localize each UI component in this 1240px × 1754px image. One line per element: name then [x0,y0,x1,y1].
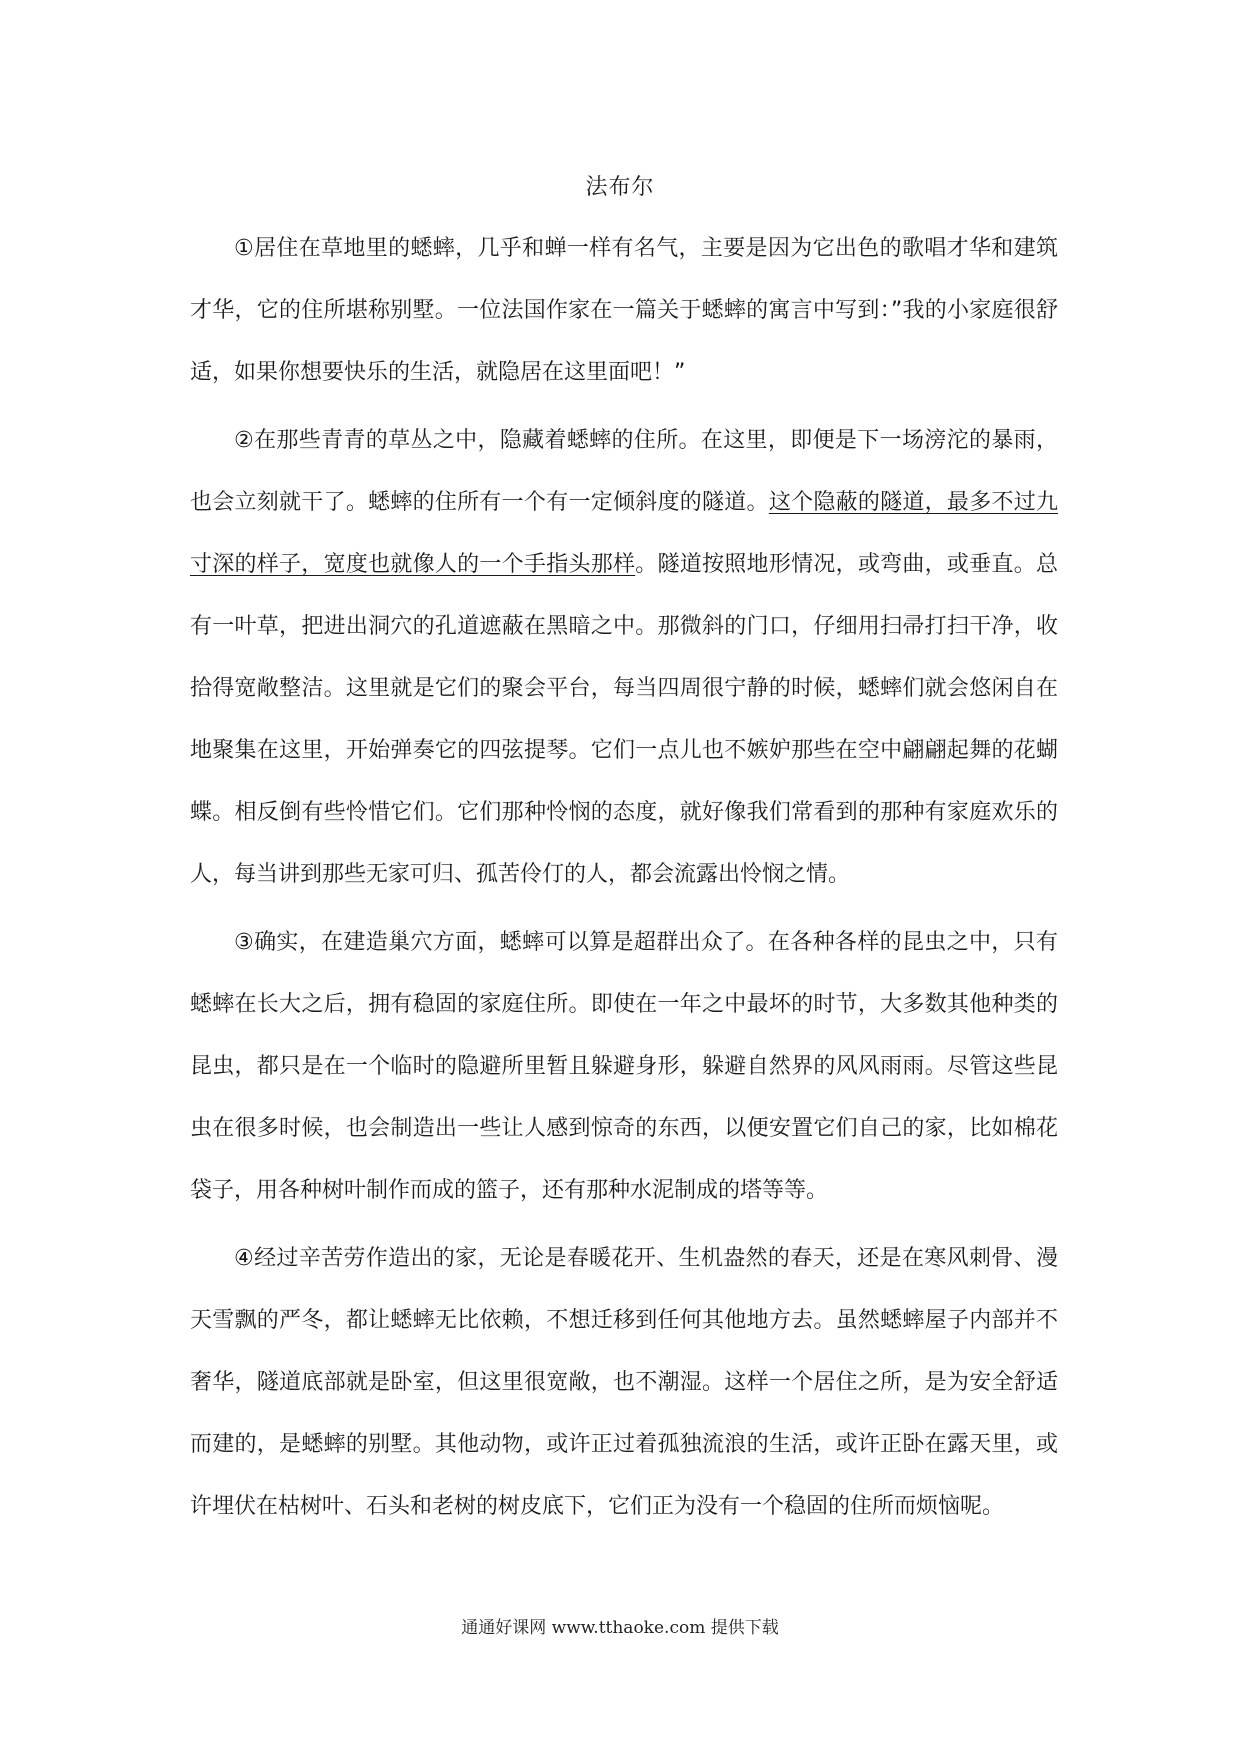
paragraph-text: ②在那些青青的草丛之中，隐藏着蟋蟀的住所。在这里，即便是下一场滂沱的暴雨，也会立刻就干了。蟋蟀的住所有一个有一定倾斜度的隧道。 [190,428,1058,515]
paragraph-4 [190,1228,1058,1538]
paragraph-text: ④经过辛苦劳作造出的家，无论是春暖花开、生机盎然的春天，还是在寒风刺骨、漫天雪飘的严冬，都让蟋蟀无比依赖，不想迁移到任何其他地方去。虽然蟋蟀屋子内部并不奢华，隧道底部就是卧室，但这里很宽敞，也不潮湿。这样一个居住之所，是为安全舒适而建的，是蟋蟀的别墅。其他动物，或许正过着孤独流浪的生活，或许正卧在露天里，或许埋伏在枯树叶、石头和老树的树皮底下，它们正为没有一个稳固的住所而烦恼呢。 [190,1246,1058,1519]
paragraph-text: 。隧道按照地形情况，或弯曲，或垂直。总有一叶草，把进出洞穴的孔道遮蔽在黑暗之中。那微斜的门口，仔细用扫帚打扫干净，收拾得宽敞整洁。这里就是它们的聚会平台，每当四周很宁静的时候，蟋蟀们就会悠闲自在地聚集在这里，开始弹奏它的四弦提琴。它们一点儿也不嫉妒那些在空中翩翩起舞的花蝴蝶。相反倒有些怜惜它们。它们那种怜悯的态度，就好像我们常看到的那种有家庭欢乐的人，每当讲到那些无家可归、孤苦伶仃的人，都会流露出怜悯之情。 [190,552,1058,887]
underlined-sentence: 这个隐蔽的隧道，最多不过九寸深的样子，宽度也就像人的一个手指头那样 [190,490,1058,577]
paragraph-text: ①居住在草地里的蟋蟀，几乎和蝉一样有名气，主要是因为它出色的歌唱才华和建筑才华，它的住所堪称别墅。一位法国作家在一篇关于蟋蟀的寓言中写到：”我的小家庭很舒适，如果你想要快乐的生活，就隐居在这里面吧！” [190,236,1058,385]
paragraph-1 [190,218,1058,404]
paragraph-text: ③确实，在建造巢穴方面，蟋蟀可以算是超群出众了。在各种各样的昆虫之中，只有蟋蟀在长大之后，拥有稳固的家庭住所。即使在一年之中最坏的时节，大多数其他种类的昆虫，都只是在一个临时的隐避所里暂且躲避身形，躲避自然界的风风雨雨。尽管这些昆虫在很多时候，也会制造出一些让人感到惊奇的东西，以便安置它们自己的家，比如棉花袋子，用各种树叶制作而成的篮子，还有那种水泥制成的塔等等。 [190,930,1058,1203]
document-body [190,218,1058,1544]
page-footer: 通通好课网 www.tthaoke.com 提供下载 [461,1618,779,1638]
paragraph-2 [190,410,1058,906]
document-title: 法布尔 [585,175,655,200]
paragraph-3 [190,912,1058,1222]
